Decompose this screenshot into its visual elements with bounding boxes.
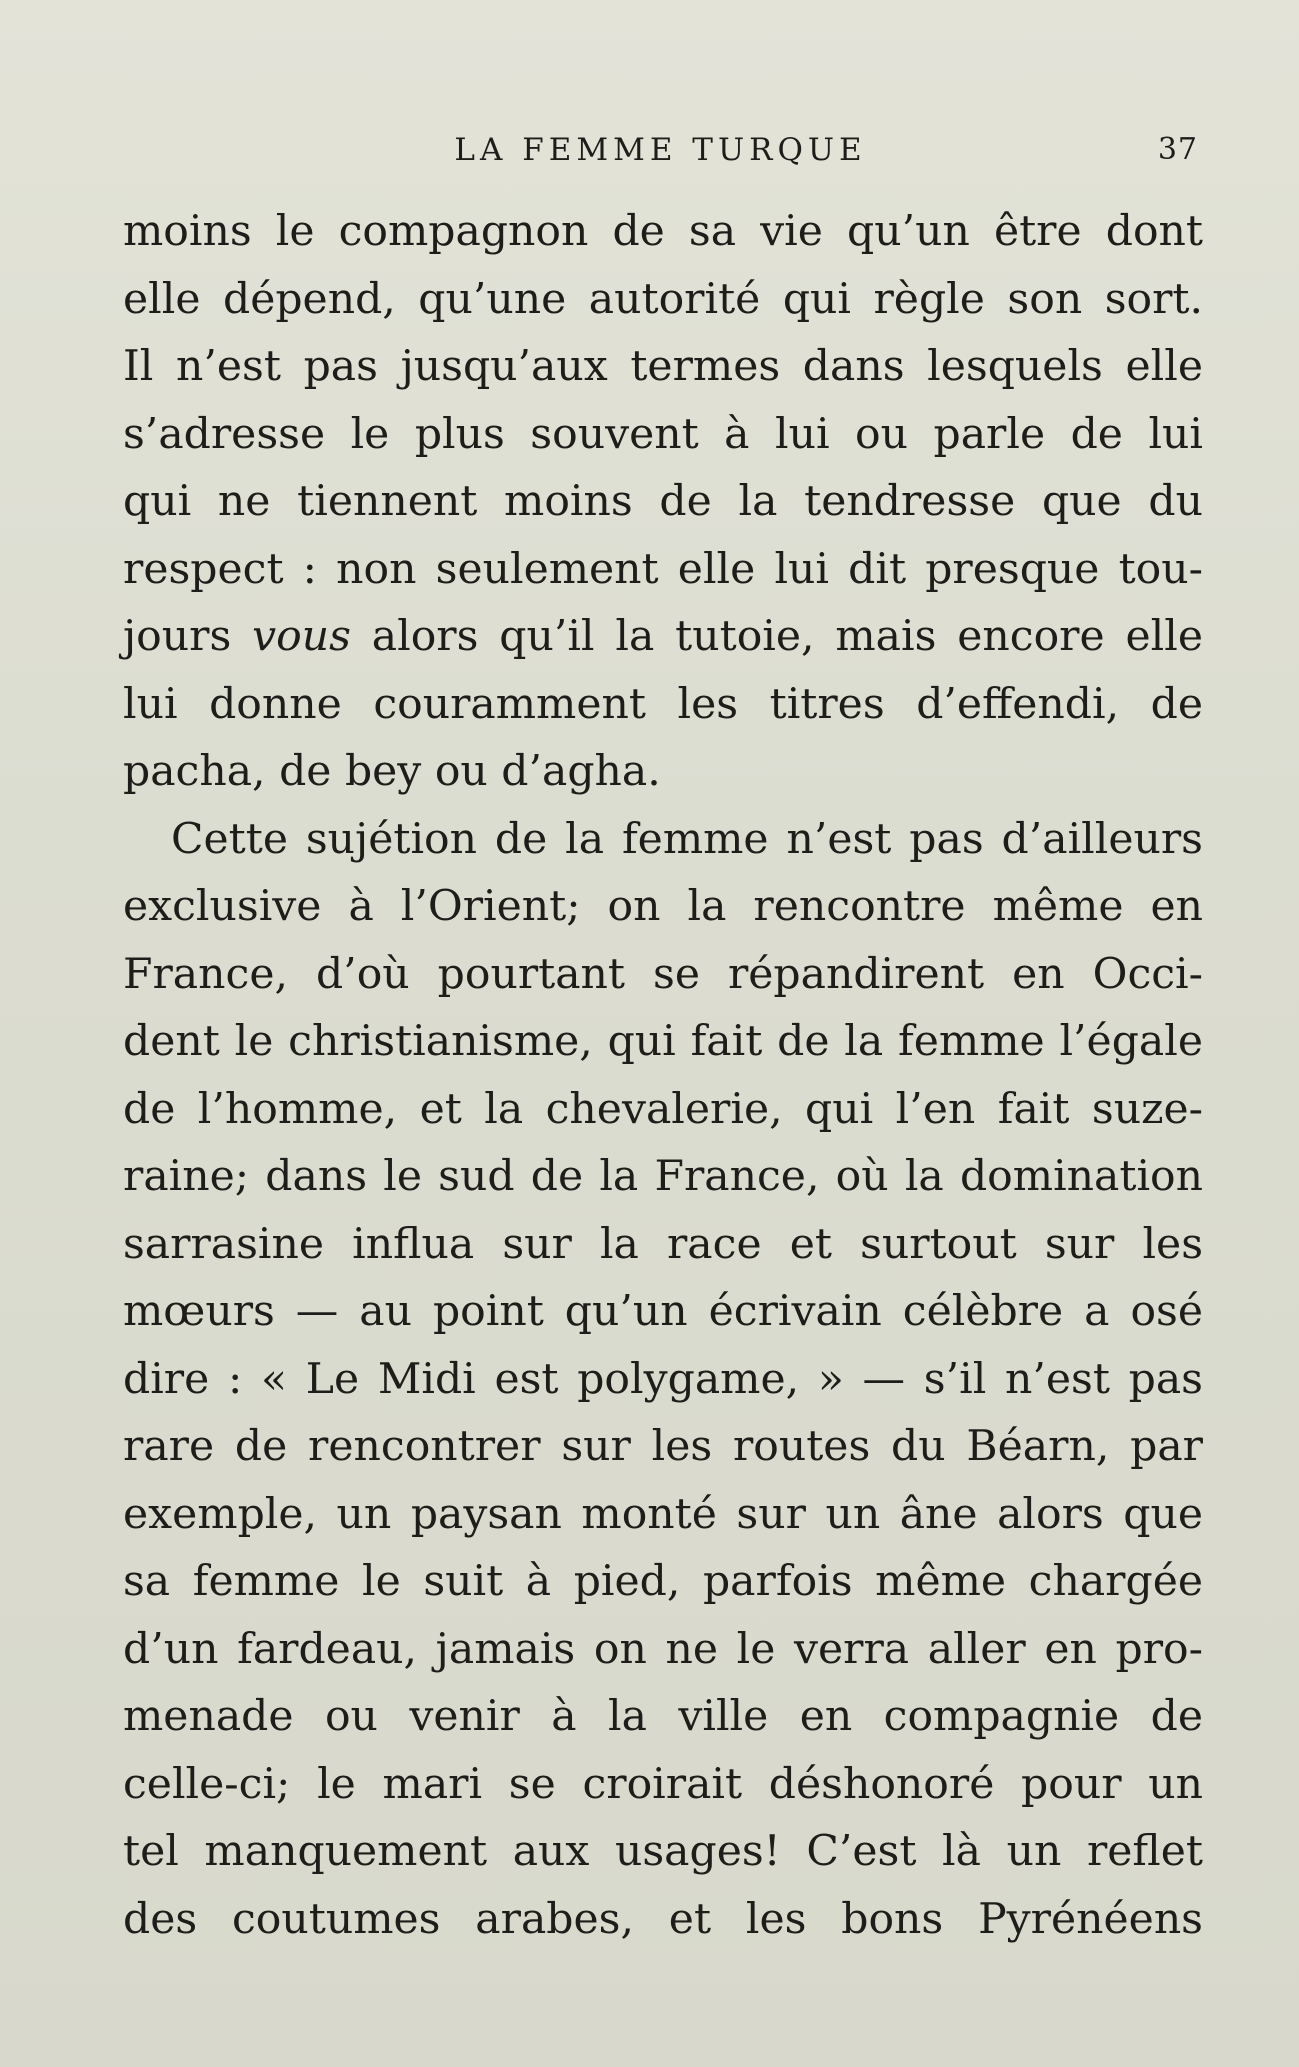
text-line: raine; dans le sud de la France, où la domination [123, 1152, 1203, 1201]
text-line: tel manquement aux usages! C’est là un reflet [123, 1827, 1203, 1876]
text-line: menade ou venir à la ville en compagnie de [123, 1692, 1203, 1741]
text-line: France, d’où pourtant se répandirent en Occi- [123, 949, 1203, 999]
text-line: des coutumes arabes, et les bons Pyrénéens [123, 1894, 1203, 1944]
text-line: rare de rencontrer sur les routes du Béarn, par [123, 1422, 1203, 1471]
text-fragment: jours [123, 612, 253, 661]
text-line: dent le christianisme, qui fait de la femme l’égale [123, 1017, 1203, 1066]
text-line: elle dépend, qu’une autorité qui règle son sort. [123, 274, 1203, 324]
text-line: d’un fardeau, jamais on ne le verra aller en pro- [123, 1624, 1203, 1674]
text-line: s’adresse le plus souvent à lui ou parle de lui [123, 409, 1203, 459]
text-line: pacha, de bey ou d’agha. [123, 747, 661, 796]
text-line: lui donne couramment les titres d’effendi, de [123, 679, 1203, 729]
text-line: respect : non seulement elle lui dit presque tou- [123, 544, 1203, 594]
running-title: LA FEMME TURQUE [454, 132, 867, 168]
italic-word: vous [252, 612, 351, 661]
text-line: exclusive à l’Orient; on la rencontre même en [123, 882, 1203, 931]
page-number: 37 [1157, 132, 1198, 167]
text-line: exemple, un paysan monté sur un âne alors que [123, 1489, 1203, 1539]
text-line: mœurs — au point qu’un écrivain célèbre a osé [123, 1287, 1203, 1336]
body-text [123, 198, 1203, 1953]
text-line: celle-ci; le mari se croirait déshonoré pour un [123, 1759, 1203, 1809]
text-line: sa femme le suit à pied, parfois même chargée [123, 1557, 1203, 1606]
text-line: moins le compagnon de sa vie qu’un être dont [123, 207, 1203, 256]
text-line: sarrasine influa sur la race et surtout sur les [123, 1219, 1203, 1269]
text-line: qui ne tiennent moins de la tendresse que du [123, 477, 1203, 526]
text-fragment: alors qu’il la tutoie, mais encore elle [350, 612, 1203, 661]
text-line: de l’homme, et la chevalerie, qui l’en fait suze- [123, 1084, 1203, 1134]
text-line [123, 603, 1203, 671]
text-line: dire : « Le Midi est polygame, » — s’il n’est pas [123, 1354, 1203, 1404]
page-header [123, 126, 1198, 174]
text-line: Il n’est pas jusqu’aux termes dans lesquels elle [123, 342, 1203, 391]
paragraph-first-line: Cette sujétion de la femme n’est pas d’ailleurs [171, 814, 1203, 864]
